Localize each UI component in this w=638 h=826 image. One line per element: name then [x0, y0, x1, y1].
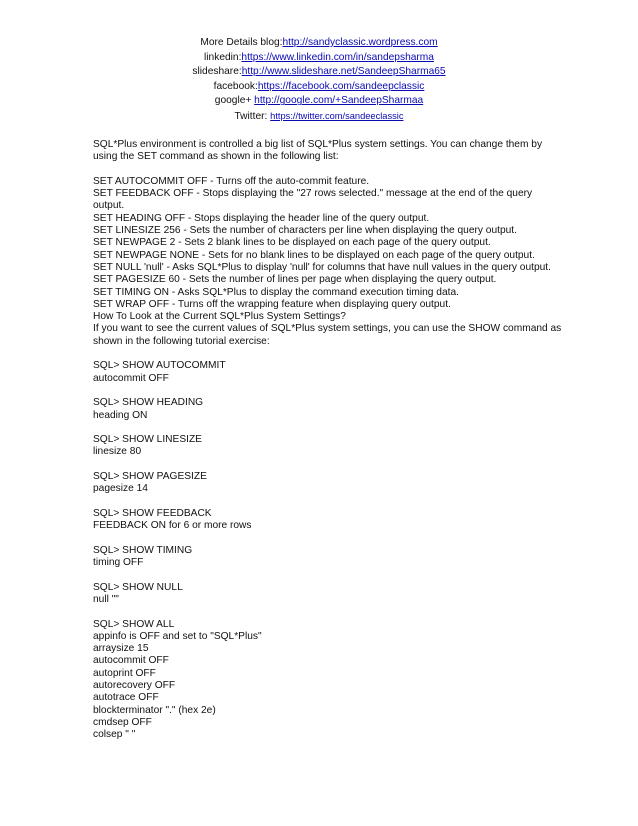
show-output: null "": [93, 593, 119, 605]
googleplus-line: [0, 94, 638, 109]
set-line: SET NEWPAGE NONE - Sets for no blank lines to be displayed on each page of the query output.: [93, 249, 535, 261]
twitter-label: Twitter:: [234, 110, 271, 122]
set-line: SET LINESIZE 256 - Sets the number of characters per line when displaying the query output.: [93, 225, 517, 237]
facebook-line: [0, 80, 638, 95]
show-all-command: SQL> SHOW ALL: [93, 618, 175, 630]
blank-line: [93, 459, 563, 471]
show-command: SQL> SHOW HEADING: [93, 397, 204, 409]
blog-line: [0, 36, 638, 51]
show-all-line: appinfo is OFF and set to "SQL*Plus": [93, 630, 262, 642]
show-all-line: colsep " ": [93, 729, 136, 741]
set-line: SET TIMING ON - Asks SQL*Plus to display the command execution timing data.: [93, 286, 459, 298]
blank-line: [93, 422, 563, 434]
show-all-line: cmdsep OFF: [93, 716, 152, 728]
twitter-link[interactable]: https://twitter.com/sandeeclassic: [270, 110, 404, 121]
set-line: SET FEEDBACK OFF - Stops displaying the "27 rows selected." message at the end of the query output.: [93, 188, 533, 212]
show-all-line: autocommit OFF: [93, 655, 169, 667]
header-links: [0, 36, 638, 125]
show-output: autocommit OFF: [93, 372, 169, 384]
blog-link[interactable]: http://sandyclassic.wordpress.com: [282, 37, 438, 48]
linkedin-label: linkedin:: [204, 51, 242, 63]
show-output: timing OFF: [93, 557, 144, 569]
googleplus-label: google+: [214, 95, 255, 107]
show-output: FEEDBACK ON for 6 or more rows: [93, 520, 252, 532]
blank-line: [93, 348, 563, 360]
show-all-line: arraysize 15: [93, 643, 149, 655]
blank-line: [93, 164, 563, 176]
document-body: [93, 139, 563, 742]
blog-label: More Details blog:: [200, 37, 283, 48]
section-question: How To Look at the Current SQL*Plus System Settings?: [93, 311, 346, 323]
show-output: pagesize 14: [93, 483, 148, 495]
show-all-line: blockterminator "." (hex 2e): [93, 704, 216, 716]
twitter-line: [0, 109, 638, 125]
blank-line: [93, 606, 563, 618]
blank-line: [93, 385, 563, 397]
set-line: SET PAGESIZE 60 - Sets the number of lines per page when displaying the query output.: [93, 274, 497, 286]
googleplus-link[interactable]: http://google.com/+SandeepSharmaa: [254, 95, 424, 107]
set-line: SET HEADING OFF - Stops displaying the header line of the query output.: [93, 212, 430, 224]
show-command: SQL> SHOW LINESIZE: [93, 434, 202, 446]
set-line: SET AUTOCOMMIT OFF - Turns off the auto-commit feature.: [93, 175, 370, 187]
show-command: SQL> SHOW TIMING: [93, 544, 193, 556]
show-output: linesize 80: [93, 446, 142, 458]
show-command: SQL> SHOW FEEDBACK: [93, 507, 212, 519]
slideshare-line: [0, 65, 638, 80]
intro-paragraph: SQL*Plus environment is controlled a big list of SQL*Plus system settings. You can change them by using the SET command as shown in the following list:: [93, 139, 543, 163]
set-line: SET NEWPAGE 2 - Sets 2 blank lines to be displayed on each page of the query output.: [93, 237, 491, 249]
show-output: heading ON: [93, 409, 148, 421]
linkedin-line: [0, 51, 638, 66]
show-all-line: autorecovery OFF: [93, 680, 176, 692]
facebook-link[interactable]: https://facebook.com/sandeepclassic: [257, 80, 425, 92]
set-line: SET WRAP OFF - Turns off the wrapping feature when displaying query output.: [93, 298, 451, 310]
show-all-line: autotrace OFF: [93, 692, 159, 704]
blank-line: [93, 533, 563, 545]
show-all-line: autoprint OFF: [93, 667, 156, 679]
section-answer: If you want to see the current values of SQL*Plus system settings, you can use the SHOW command as shown in the following tutorial exercise:: [93, 323, 562, 347]
blank-line: [93, 496, 563, 508]
linkedin-link[interactable]: https://www.linkedin.com/in/sandepsharma: [241, 51, 434, 63]
slideshare-link[interactable]: http://www.slideshare.net/SandeepSharma65: [241, 66, 446, 78]
blank-line: [93, 569, 563, 581]
facebook-label: facebook:: [213, 80, 258, 92]
set-line: SET NULL 'null' - Asks SQL*Plus to display 'null' for columns that have null values in the query output.: [93, 261, 551, 273]
show-command: SQL> SHOW NULL: [93, 581, 183, 593]
show-command: SQL> SHOW PAGESIZE: [93, 471, 207, 483]
show-command: SQL> SHOW AUTOCOMMIT: [93, 360, 226, 372]
slideshare-label: slideshare:: [192, 66, 242, 78]
